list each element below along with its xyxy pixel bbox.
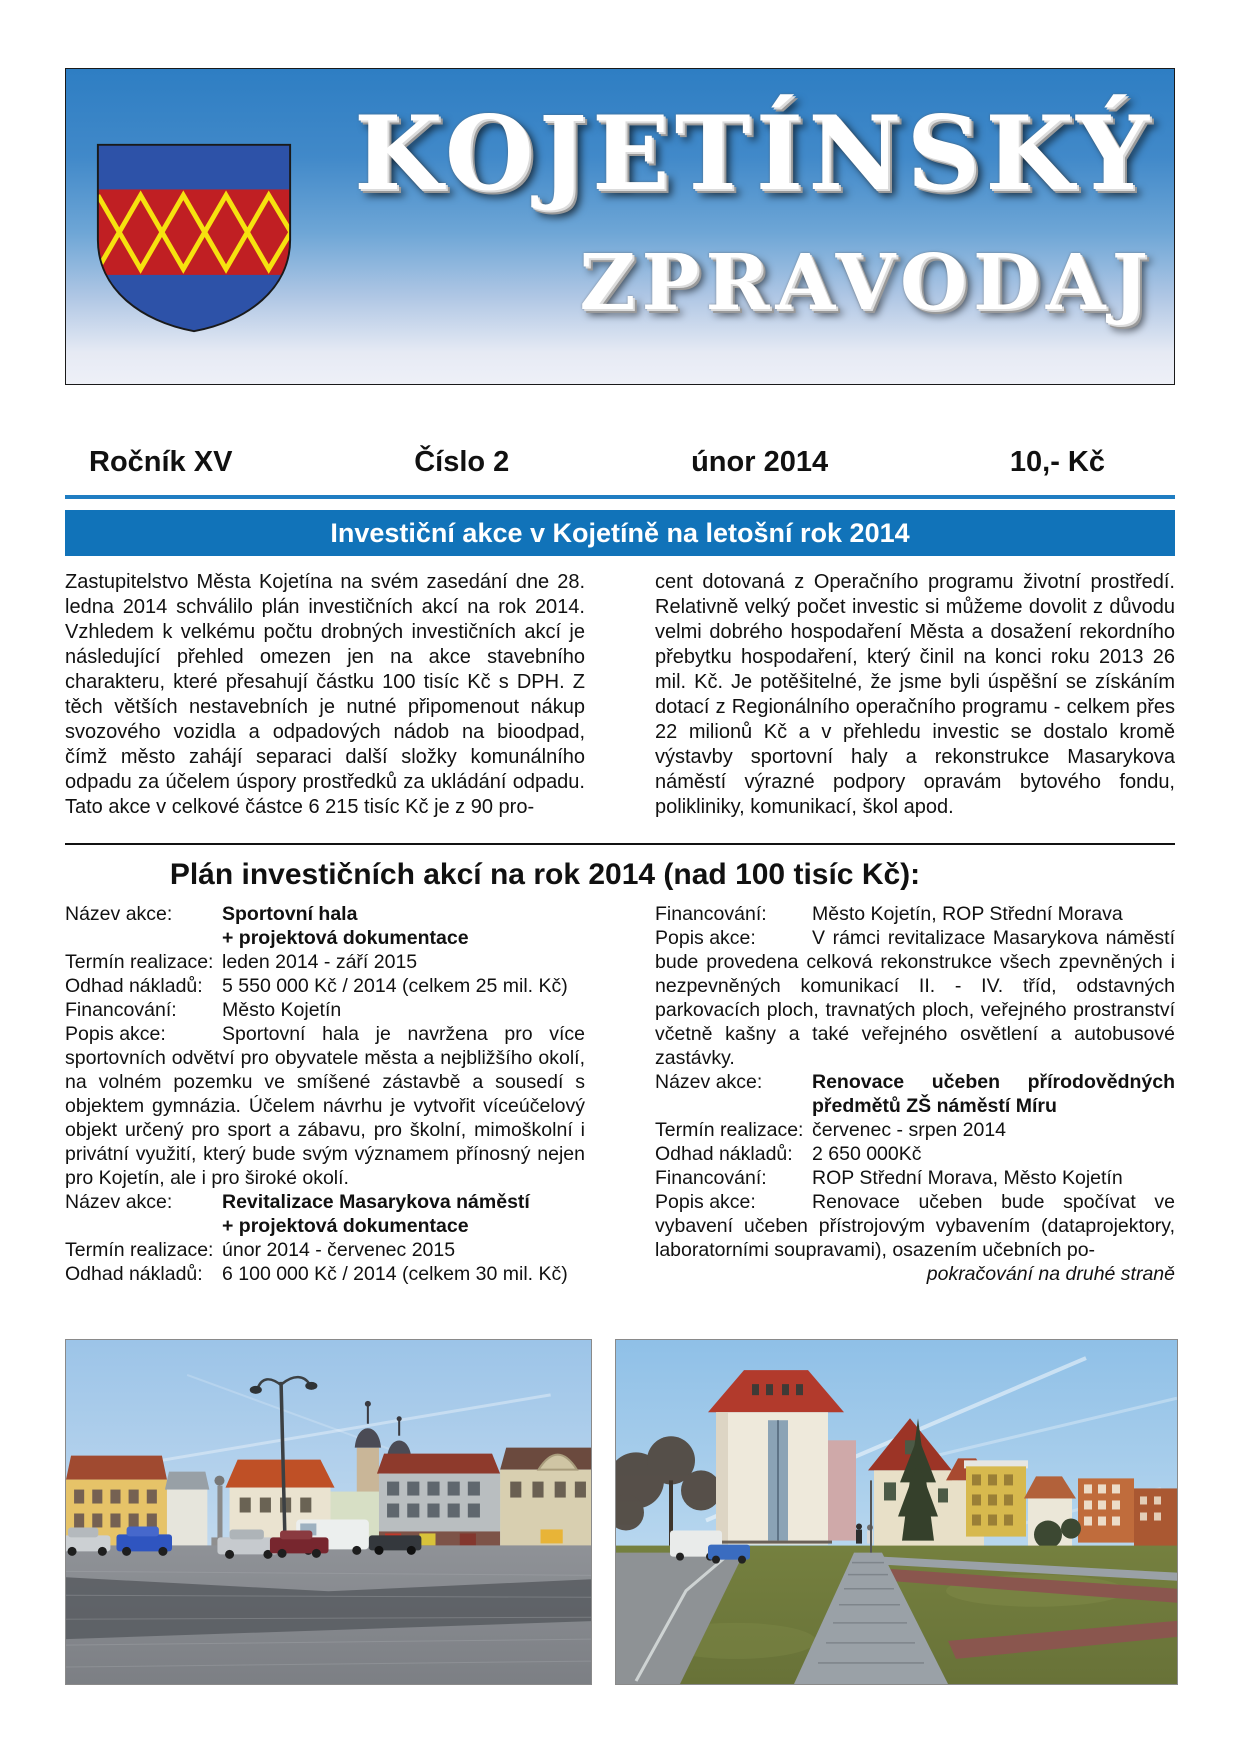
field-label: Financování: bbox=[655, 1167, 767, 1189]
field-value: leden 2014 - září 2015 bbox=[222, 951, 418, 973]
project-name-line2: + projektová dokumentace bbox=[222, 1215, 469, 1237]
project-name-row bbox=[655, 1070, 1175, 1118]
article-title-banner bbox=[65, 510, 1175, 556]
field-value: Renovace učeben bude spočívat ve vybavení učeben přístrojovým vybavením (dataprojektory, laboratorními soupravami), osazením učebních po- bbox=[655, 1191, 1175, 1261]
town-square-illustration bbox=[66, 1340, 591, 1684]
field-value: 5 550 000 Kč / 2014 (celkem 25 mil. Kč) bbox=[222, 975, 568, 997]
horizontal-blue-rule bbox=[65, 495, 1175, 499]
intro-columns bbox=[65, 570, 1175, 820]
masthead-banner bbox=[65, 68, 1175, 385]
field-label: Financování: bbox=[655, 903, 767, 925]
photo-town-square bbox=[65, 1339, 592, 1685]
project-name: Sportovní hala bbox=[222, 903, 358, 925]
article-title: Investiční akce v Kojetíně na letošní rok 2014 bbox=[330, 517, 910, 548]
photo-school-grounds bbox=[615, 1339, 1178, 1685]
project-cost-row bbox=[65, 1262, 585, 1286]
project-name-row bbox=[65, 1190, 585, 1238]
issue-date: únor 2014 bbox=[691, 446, 829, 478]
field-value: 2 650 000Kč bbox=[812, 1143, 922, 1165]
field-value: Město Kojetín, ROP Střední Morava bbox=[812, 903, 1123, 925]
project-cost-row bbox=[65, 974, 585, 998]
project-financing-row bbox=[65, 998, 585, 1022]
field-label: Termín realizace: bbox=[65, 951, 214, 973]
field-label: Popis akce: bbox=[655, 1191, 756, 1213]
intro-right-column: cent dotovaná z Operačního programu životní prostředí. Relativně velký počet investic si můžeme dovolit z důvodu velmi dobrého hospodaření Města a dosažení rekordního přebytku hospodaření, který činil na konci roku 2013 26 mil. Kč. Je potěšitelné, že jsme byli úspěšní se získáním dotací z Regionálního operačního programu - celkem přes 22 milionů Kč a v přehledu investic se dostalo kromě výstavby sportovní haly a rekonstrukce Masarykova náměstí výrazné podpory opravám bytového fondu, polikliniky, komunikací, škol apod. bbox=[655, 571, 1175, 818]
plan-columns bbox=[65, 902, 1175, 1286]
project-term-row bbox=[65, 950, 585, 974]
field-label: Odhad nákladů: bbox=[65, 1263, 203, 1285]
project-description bbox=[655, 926, 1175, 1070]
field-label: Termín realizace: bbox=[655, 1119, 804, 1141]
project-name: Renovace učeben přírodovědných předmětů ZŠ náměstí Míru bbox=[812, 1071, 1175, 1117]
project-name-row bbox=[65, 902, 585, 950]
field-value: ROP Střední Morava, Město Kojetín bbox=[812, 1167, 1123, 1189]
field-value: Sportovní hala je navržena pro více sportovních odvětví pro obyvatele města a nejbližšího okolí, na volném pozemku ve smíšené zástavbě a sousedí s objektem gymnázia. Účelem návrhu je vytvořit víceúčelový objekt určený pro sport a zábavu, pro školní, mimoškolní i privátní využití, který bude svým významem přínosný nejen pro Kojetín, ale i pro široké okolí. bbox=[65, 1023, 585, 1189]
field-value: únor 2014 - červenec 2015 bbox=[222, 1239, 456, 1261]
project-cost-row bbox=[655, 1142, 1175, 1166]
newsletter-title-line2: ZPRAVODAJ bbox=[579, 238, 1154, 328]
issue-price: 10,- Kč bbox=[1009, 446, 1105, 478]
field-label: Odhad nákladů: bbox=[65, 975, 203, 997]
newsletter-title-line1: KOJETÍNSKÝ bbox=[353, 94, 1154, 214]
issue-volume: Ročník XV bbox=[89, 446, 233, 478]
continuation-note: pokračování na druhé straně bbox=[926, 1263, 1175, 1285]
photo-row bbox=[65, 1339, 1178, 1685]
field-value: V rámci revitalizace Masarykova náměstí bude provedena celková rekonstrukce všech zpevněných i nezpevněných komunikací II. - IV. tříd, odstavných parkovacích ploch, travnatých ploch, veřejného prostranství včetně kašny a také veřejného osvětlení a autobusové zastávky. bbox=[655, 927, 1175, 1069]
intro-left-column: Zastupitelstvo Města Kojetína na svém zasedání dne 28. ledna 2014 schválilo plán investičních akcí na rok 2014. Vzhledem k velkému počtu drobných investičních akcí je následující přehled omezen jen na akce stavebního charakteru, které přesahují částku 100 tisíc Kč s DPH. Z těch větších nestavebních je nutné připomenout nákup svozového vozidla a odpadových nádob na bioodpad, čímž město zahájí separaci další složky komunálního odpadu za účelem úspory prostředků za ukládání odpadu. Tato akce v celkové částce 6 215 tisíc Kč je z 90 pro- bbox=[65, 571, 585, 818]
plan-right-column bbox=[655, 902, 1175, 1286]
section-divider-line bbox=[65, 843, 1175, 845]
project-description bbox=[655, 1190, 1175, 1262]
field-label: Název akce: bbox=[65, 903, 173, 925]
city-coat-of-arms bbox=[94, 139, 294, 337]
project-term-row bbox=[65, 1238, 585, 1262]
field-value: Město Kojetín bbox=[222, 999, 342, 1021]
field-label: Termín realizace: bbox=[65, 1239, 214, 1261]
field-label: Název akce: bbox=[65, 1191, 173, 1213]
school-grounds-illustration bbox=[616, 1340, 1177, 1684]
project-financing-row bbox=[655, 1166, 1175, 1190]
field-value: červenec - srpen 2014 bbox=[812, 1119, 1007, 1141]
field-label: Odhad nákladů: bbox=[655, 1143, 793, 1165]
field-label: Název akce: bbox=[655, 1071, 763, 1093]
field-label: Financování: bbox=[65, 999, 177, 1021]
project-name: Revitalizace Masarykova náměstí bbox=[222, 1191, 530, 1213]
field-label: Popis akce: bbox=[65, 1023, 166, 1045]
field-label: Popis akce: bbox=[655, 927, 756, 949]
plan-left-column bbox=[65, 902, 585, 1286]
plan-section-heading: Plán investičních akcí na rok 2014 (nad 100 tisíc Kč): bbox=[169, 858, 921, 891]
project-financing-row bbox=[655, 902, 1175, 926]
issue-info-row bbox=[65, 446, 1175, 479]
project-description bbox=[65, 1022, 585, 1190]
project-name-line2: + projektová dokumentace bbox=[222, 927, 469, 949]
issue-number: Číslo 2 bbox=[414, 446, 510, 478]
field-value: 6 100 000 Kč / 2014 (celkem 30 mil. Kč) bbox=[222, 1263, 568, 1285]
project-term-row bbox=[655, 1118, 1175, 1142]
